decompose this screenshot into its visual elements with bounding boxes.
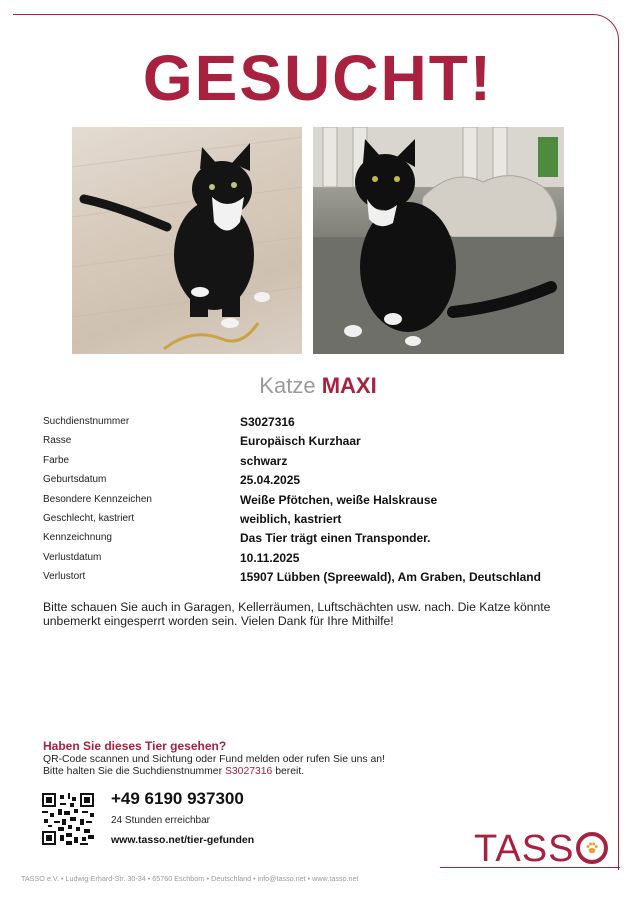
phone-number[interactable]: +49 6190 937300: [111, 789, 244, 808]
detail-row: [43, 511, 603, 530]
contact-line-2: [43, 766, 563, 779]
detail-row: [43, 569, 603, 588]
detail-row: [43, 453, 603, 472]
detail-row: [43, 433, 603, 452]
pet-kind: Katze: [259, 373, 316, 398]
detail-value: Europäisch Kurzhaar: [240, 434, 361, 449]
detail-row: [43, 530, 603, 549]
contact-line-2-text: Bitte halten Sie die Suchdienstnummer: [43, 766, 225, 777]
logo-o-ring: [576, 832, 608, 864]
detail-row: [43, 492, 603, 511]
detail-value: 10.11.2025: [240, 550, 300, 565]
detail-label: Verlustort: [43, 571, 86, 583]
detail-value: Weiße Pfötchen, weiße Halskrause: [240, 492, 438, 507]
tasso-logo: [474, 827, 608, 871]
details-table: [43, 414, 603, 589]
headline: GESUCHT!: [142, 42, 494, 114]
search-number: S3027316: [224, 766, 273, 777]
detail-label: Geschlecht, kastriert: [43, 512, 135, 524]
detail-label: Besondere Kennzeichen: [43, 493, 152, 505]
detail-value: 25.04.2025: [240, 473, 301, 488]
detail-row: [43, 550, 603, 569]
detail-row: [43, 472, 603, 491]
detail-row: [43, 414, 603, 433]
contact-line-1: QR-Code scannen und Sichtung oder Fund melden oder rufen Sie uns an!: [43, 753, 385, 765]
cat-photo-outdoor: [313, 127, 564, 354]
detail-label: Verlustdatum: [43, 551, 102, 563]
pet-name: [0, 373, 636, 399]
detail-label: Farbe: [43, 454, 70, 466]
website-link[interactable]: www.tasso.net/tier-gefunden: [111, 834, 255, 846]
pet-name-value: MAXI: [321, 373, 377, 398]
contact-block: [43, 740, 563, 779]
contact-question: Haben Sie dieses Tier gesehen?: [43, 739, 227, 753]
detail-label: Kennzeichnung: [43, 532, 112, 544]
availability: 24 Stunden erreichbar: [111, 815, 210, 826]
detail-value: weiblich, kastriert: [240, 511, 342, 526]
detail-value: schwarz: [240, 453, 288, 468]
qr-code[interactable]: [42, 793, 94, 845]
detail-value: 15907 Lübben (Spreewald), Am Graben, Deutschland: [240, 570, 541, 585]
search-note: Bitte schauen Sie auch in Garagen, Kellerräumen, Luftschächten usw. nach. Die Katze könnte unbemerkt eingesperrt worden sein. Vielen Dank für Ihre Mithilfe!: [43, 600, 551, 628]
cat-photo-indoor: [72, 127, 302, 354]
paw-icon: [585, 841, 599, 855]
logo-text: TASS: [474, 828, 575, 870]
contact-line-2-end: bereit.: [272, 766, 305, 777]
detail-label: Rasse: [43, 435, 72, 447]
footer-address: TASSO e.V. • Ludwig-Erhard-Str. 30-34 • 65760 Eschborn • Deutschland • info@tasso.net • www.tasso.net: [21, 874, 359, 883]
detail-label: Suchdienstnummer: [43, 416, 130, 427]
detail-value: S3027316: [240, 415, 295, 429]
detail-value: Das Tier trägt einen Transponder.: [240, 531, 431, 546]
detail-label: Geburtsdatum: [43, 474, 107, 486]
